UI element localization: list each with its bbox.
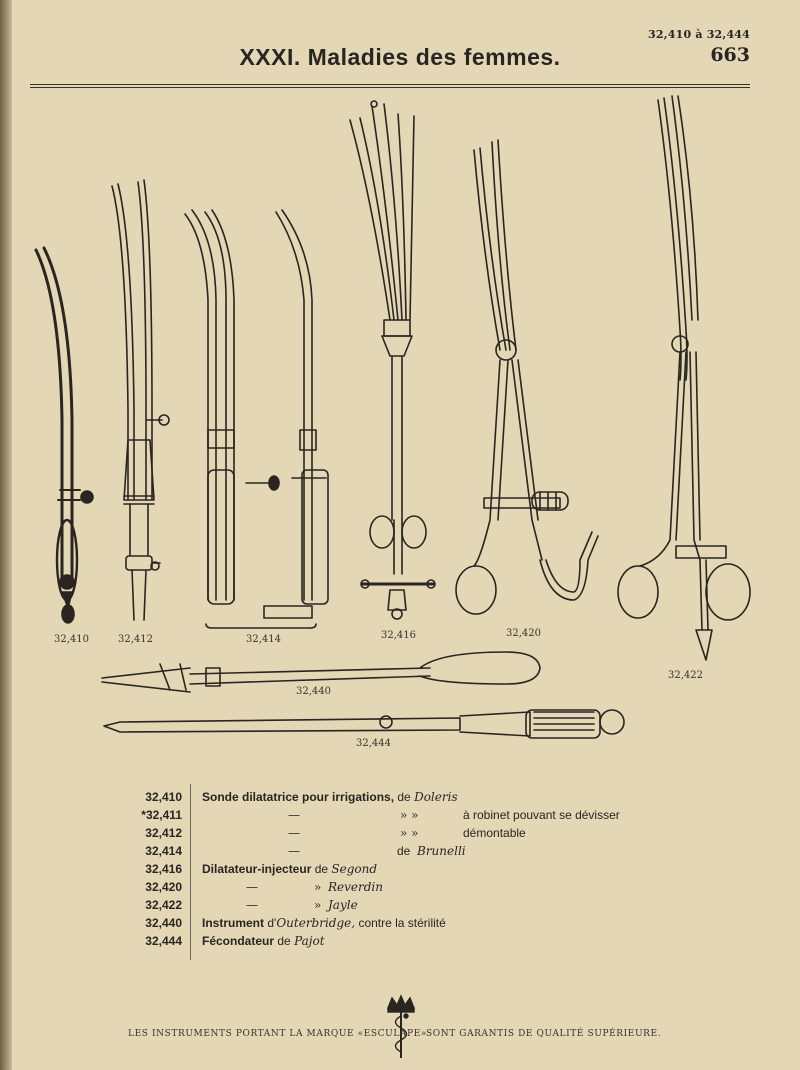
item-number: 32,440 <box>145 916 182 930</box>
figure-label-32440: 32,440 <box>296 686 331 697</box>
figure-label-32414: 32,414 <box>246 634 281 645</box>
page-range: 32,410 à 32,444 <box>648 28 750 41</box>
figure-label-32420: 32,420 <box>506 628 541 639</box>
item-connector: de <box>397 790 411 804</box>
item-title: Fécondateur <box>202 934 275 948</box>
item-author: Pajot <box>294 934 325 948</box>
instrument-32416-drawing <box>350 101 435 619</box>
figure-label-32410: 32,410 <box>54 634 89 645</box>
item-number: 32,420 <box>145 880 182 894</box>
page-title: XXXI. Maladies des femmes. <box>239 44 561 70</box>
item-dash: — <box>288 808 300 822</box>
page-number: 663 <box>710 44 750 66</box>
item-connector: de <box>397 844 411 858</box>
list-item <box>130 932 690 950</box>
item-dash: — <box>288 826 300 840</box>
figure-label-32416: 32,416 <box>381 630 416 641</box>
item-title: Sonde dilatatrice pour irrigations, <box>202 790 395 804</box>
item-author: Doleris <box>414 790 458 804</box>
item-author: Outerbridge, <box>276 916 356 930</box>
list-item <box>130 878 690 896</box>
instrument-32444-drawing <box>104 710 624 738</box>
item-description: démontable <box>463 826 526 840</box>
instrument-32420-drawing <box>456 140 598 614</box>
item-connector: de <box>277 934 291 948</box>
item-ditto: » <box>314 898 322 912</box>
item-author: Brunelli <box>417 844 466 858</box>
item-number: 32,416 <box>145 862 182 876</box>
instrument-32412-drawing <box>112 180 169 620</box>
figure-label-32444: 32,444 <box>356 738 391 749</box>
item-ditto: » » <box>400 826 419 840</box>
item-title: Dilatateur-injecteur <box>202 862 312 876</box>
list-item <box>130 896 690 914</box>
esculape-crowned-staff-icon <box>384 994 418 1060</box>
item-ditto: » » <box>400 808 419 822</box>
item-description: à robinet pouvant se dévisser <box>463 808 620 822</box>
item-title: Instrument <box>202 916 265 930</box>
instrument-32410-drawing <box>36 248 93 623</box>
item-number: 32,410 <box>145 790 182 804</box>
list-item <box>130 788 690 806</box>
instrument-32422-drawing <box>618 96 750 660</box>
item-dash: — <box>246 880 258 894</box>
item-description: contre la stérilité <box>358 916 446 930</box>
item-dash: — <box>288 844 300 858</box>
item-number: 32,444 <box>145 934 182 948</box>
item-number: 32,412 <box>145 826 182 840</box>
item-number: *32,411 <box>141 808 182 822</box>
list-item <box>130 860 690 878</box>
item-connector: d' <box>267 916 277 930</box>
item-author: Segond <box>331 862 378 876</box>
item-author: Reverdin <box>328 880 384 894</box>
list-item <box>130 842 690 860</box>
footer-left-text: LES INSTRUMENTS PORTANT LA MARQUE «ESCULAPE» <box>128 1029 427 1039</box>
item-dash: — <box>246 898 258 912</box>
figure-label-32422: 32,422 <box>668 670 703 681</box>
list-item <box>130 914 690 932</box>
item-number: 32,414 <box>145 844 182 858</box>
item-author: Jayle <box>328 898 358 912</box>
instrument-32414-drawing <box>185 210 328 628</box>
item-number: 32,422 <box>145 898 182 912</box>
list-item <box>130 824 690 842</box>
figure-label-32412: 32,412 <box>118 634 153 645</box>
list-item <box>130 806 690 824</box>
item-ditto: » <box>314 880 322 894</box>
footer-right-text: SONT GARANTIS DE QUALITÉ SUPÉRIEURE. <box>426 1029 662 1039</box>
item-connector: de <box>314 862 329 876</box>
